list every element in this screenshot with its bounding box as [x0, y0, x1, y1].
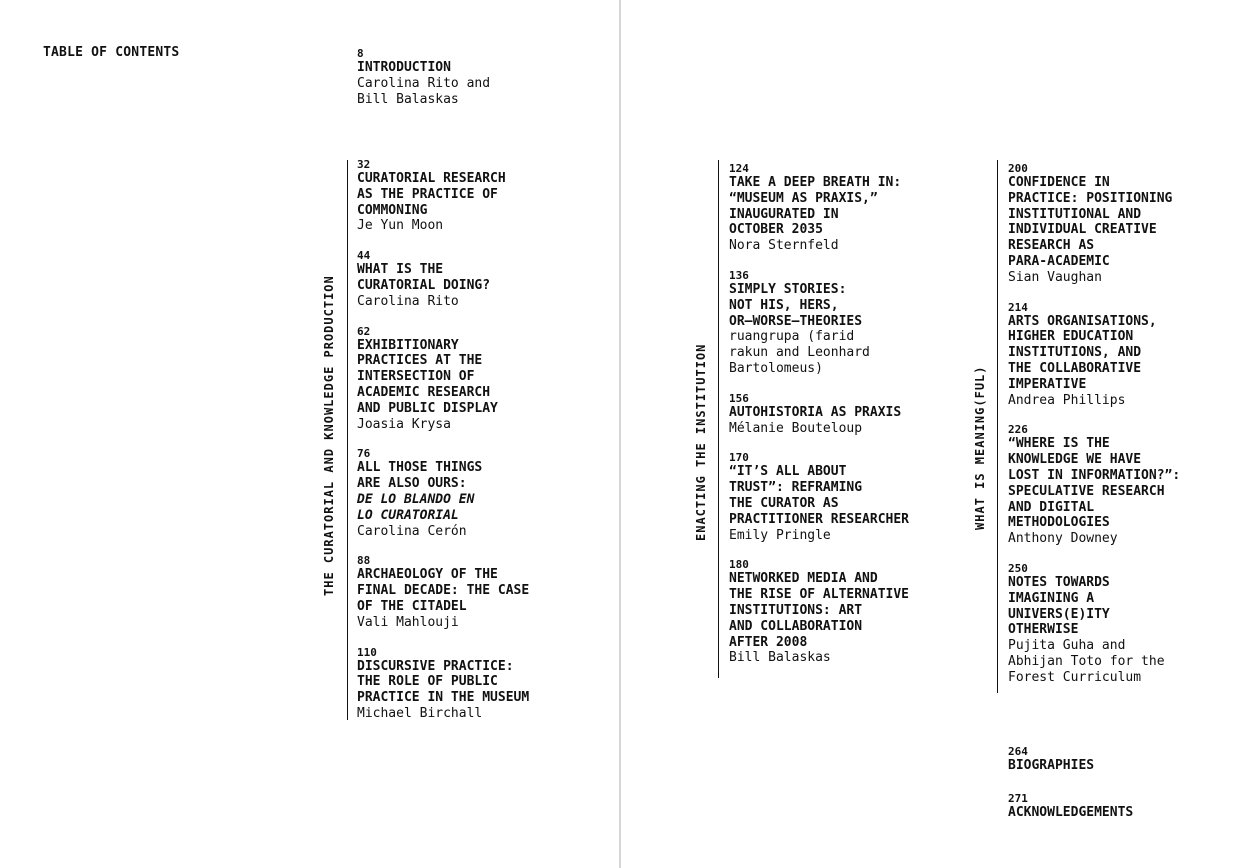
entry-title: LO CURATORIAL [357, 507, 459, 523]
entry-author: Joasia Krysa [357, 416, 451, 432]
entry-title: THE CURATOR AS [729, 495, 839, 511]
entry-title: “IT’S ALL ABOUT [729, 464, 847, 480]
toc-entry[interactable] [357, 554, 607, 630]
toc-entry[interactable] [357, 158, 607, 234]
toc-entry[interactable] [357, 325, 607, 433]
page-number: 32 [357, 158, 371, 171]
toc-entry-introduction[interactable] [357, 47, 490, 107]
page-number: 180 [729, 558, 749, 572]
page-number: 136 [729, 268, 749, 282]
toc-entry[interactable] [357, 249, 607, 309]
entry-title: NOT HIS, HERS, [729, 297, 839, 313]
entry-author: Je Yun Moon [357, 218, 444, 234]
entry-title: PRACTICE IN THE MUSEUM [357, 690, 530, 706]
entry-author: Bartolomeus) [729, 360, 823, 376]
entry-author: Carolina Rito [357, 293, 459, 309]
toc-entry[interactable] [729, 451, 989, 543]
entry-title: ACKNOWLEDGEMENTS [1008, 805, 1134, 820]
entry-title: AFTER 2008 [729, 634, 808, 650]
entry-title: INSTITUTIONAL AND [1008, 206, 1142, 222]
entry-title: PRACTICES AT THE [357, 353, 483, 369]
page-number: 8 [357, 47, 364, 60]
entry-title: INTRODUCTION [357, 60, 451, 75]
entry-title: THE RISE OF ALTERNATIVE [729, 587, 910, 603]
entry-title: UNIVERS(E)ITY [1008, 606, 1110, 622]
entry-title: CONFIDENCE IN [1008, 175, 1110, 190]
entry-title: PRACTITIONER RESEARCHER [729, 511, 910, 527]
entry-title: OR—WORSE—THEORIES [729, 313, 863, 329]
entry-title: ARE ALSO OURS: [357, 476, 467, 492]
entry-title: TAKE A DEEP BREATH IN: [729, 175, 902, 190]
entry-author: rakun and Leonhard [729, 345, 870, 361]
toc-entry[interactable] [729, 392, 989, 437]
entry-title: CURATORIAL RESEARCH [357, 171, 506, 186]
entry-title: AS THE PRACTICE OF [357, 186, 498, 202]
page-number: 200 [1008, 162, 1028, 175]
toc-entry[interactable] [357, 447, 607, 539]
entry-title: COMMONING [357, 202, 428, 218]
entry-title: INDIVIDUAL CREATIVE [1008, 222, 1157, 238]
entry-author: ruangrupa (farid [729, 329, 855, 345]
page-number: 271 [1008, 792, 1028, 805]
entry-title: AND DIGITAL [1008, 499, 1095, 515]
section-label-meaningful: WHAT IS MEANING(FUL) [973, 365, 987, 530]
page-number: 250 [1008, 561, 1028, 575]
entry-title: NOTES TOWARDS [1008, 574, 1110, 590]
entry-author: Pujita Guha and [1008, 638, 1126, 654]
entry-title: INTERSECTION OF [357, 369, 475, 385]
entry-author: Mélanie Bouteloup [729, 420, 863, 436]
section-curatorial-column [357, 158, 607, 737]
entry-title: DE LO BLANDO EN [357, 491, 475, 507]
entry-title: IMAGINING A [1008, 590, 1095, 606]
page-number: 88 [357, 554, 371, 568]
section-label-enacting: ENACTING THE INSTITUTION [694, 343, 708, 541]
entry-title: DISCURSIVE PRACTICE: [357, 658, 514, 674]
entry-title: ALL THOSE THINGS [357, 460, 483, 476]
toc-entry[interactable] [1008, 562, 1233, 686]
entry-author: Michael Birchall [357, 705, 483, 721]
section-meaningful-column [1008, 162, 1233, 701]
entry-title: ARTS ORGANISATIONS, [1008, 313, 1157, 329]
entry-author: Anthony Downey [1008, 531, 1118, 547]
entry-author: Sian Vaughan [1008, 269, 1102, 285]
page-number: 124 [729, 162, 749, 175]
section-rule [347, 160, 348, 720]
toc-title: TABLE OF CONTENTS [43, 45, 180, 60]
toc-entry[interactable] [1008, 423, 1233, 547]
entry-title: CURATORIAL DOING? [357, 277, 491, 293]
entry-author: Nora Sternfeld [729, 238, 839, 254]
page-number: 110 [357, 645, 377, 659]
entry-author: Bill Balaskas [357, 91, 459, 107]
entry-title: LOST IN INFORMATION?”: [1008, 467, 1181, 483]
toc-entry-acknowledgements[interactable] [1008, 792, 1133, 821]
entry-title: OTHERWISE [1008, 622, 1079, 638]
page-number: 76 [357, 447, 371, 461]
entry-title: SPECULATIVE RESEARCH [1008, 483, 1165, 499]
entry-title: SIMPLY STORIES: [729, 281, 847, 297]
entry-title: NETWORKED MEDIA AND [729, 571, 878, 587]
page-number: 62 [357, 324, 371, 338]
page-number: 156 [729, 391, 749, 405]
page-number: 44 [357, 249, 371, 263]
entry-title: THE ROLE OF PUBLIC [357, 674, 498, 690]
entry-title: AND PUBLIC DISPLAY [357, 400, 498, 416]
entry-title: EXHIBITIONARY [357, 337, 459, 353]
entry-title: OCTOBER 2035 [729, 222, 823, 238]
entry-author: Abhijan Toto for the [1008, 653, 1165, 669]
entry-title: INAUGURATED IN [729, 206, 839, 222]
entry-title: ARCHAEOLOGY OF THE [357, 567, 498, 583]
entry-title: THE COLLABORATIVE [1008, 360, 1142, 376]
entry-title: PRACTICE: POSITIONING [1008, 190, 1173, 206]
entry-title: AUTOHISTORIA AS PRAXIS [729, 404, 902, 420]
page-number: 170 [729, 451, 749, 465]
entry-author: Carolina Rito and [357, 75, 491, 91]
entry-title: RESEARCH AS [1008, 238, 1095, 254]
toc-entry[interactable] [1008, 301, 1233, 409]
entry-author: Vali Mahlouji [357, 614, 459, 630]
entry-title: FINAL DECADE: THE CASE [357, 583, 530, 599]
section-enacting-column [729, 162, 989, 681]
section-rule [718, 160, 719, 678]
entry-title: HIGHER EDUCATION [1008, 329, 1134, 345]
entry-title: “MUSEUM AS PRAXIS,” [729, 190, 878, 206]
entry-title: “WHERE IS THE [1008, 436, 1110, 452]
entry-title: KNOWLEDGE WE HAVE [1008, 452, 1142, 468]
section-label-curatorial: THE CURATORIAL AND KNOWLEDGE PRODUCTION [322, 275, 336, 596]
entry-title: AND COLLABORATION [729, 618, 863, 634]
entry-author: Emily Pringle [729, 527, 831, 543]
entry-title: OF THE CITADEL [357, 598, 467, 614]
page-divider [619, 0, 621, 868]
toc-entry[interactable] [357, 646, 607, 722]
entry-title: IMPERATIVE [1008, 376, 1087, 392]
toc-entry[interactable] [729, 162, 989, 254]
page-number: 214 [1008, 300, 1028, 314]
page-number: 226 [1008, 423, 1028, 437]
entry-author: Bill Balaskas [729, 650, 831, 666]
entry-author: Forest Curriculum [1008, 669, 1142, 685]
entry-author: Andrea Phillips [1008, 392, 1126, 408]
page-number: 264 [1008, 745, 1028, 758]
entry-title: INSTITUTIONS: ART [729, 602, 863, 618]
entry-title: METHODOLOGIES [1008, 515, 1110, 531]
toc-entry-biographies[interactable] [1008, 745, 1094, 774]
entry-title: WHAT IS THE [357, 262, 444, 278]
toc-entry[interactable] [729, 269, 989, 377]
section-rule [997, 160, 998, 693]
entry-title: BIOGRAPHIES [1008, 758, 1095, 773]
entry-title: ACADEMIC RESEARCH [357, 384, 491, 400]
toc-entry[interactable] [729, 558, 989, 666]
entry-title: PARA-ACADEMIC [1008, 253, 1110, 269]
entry-title: INSTITUTIONS, AND [1008, 345, 1142, 361]
entry-author: Carolina Cerón [357, 523, 467, 539]
entry-title: TRUST”: REFRAMING [729, 480, 863, 496]
toc-entry[interactable] [1008, 162, 1233, 286]
